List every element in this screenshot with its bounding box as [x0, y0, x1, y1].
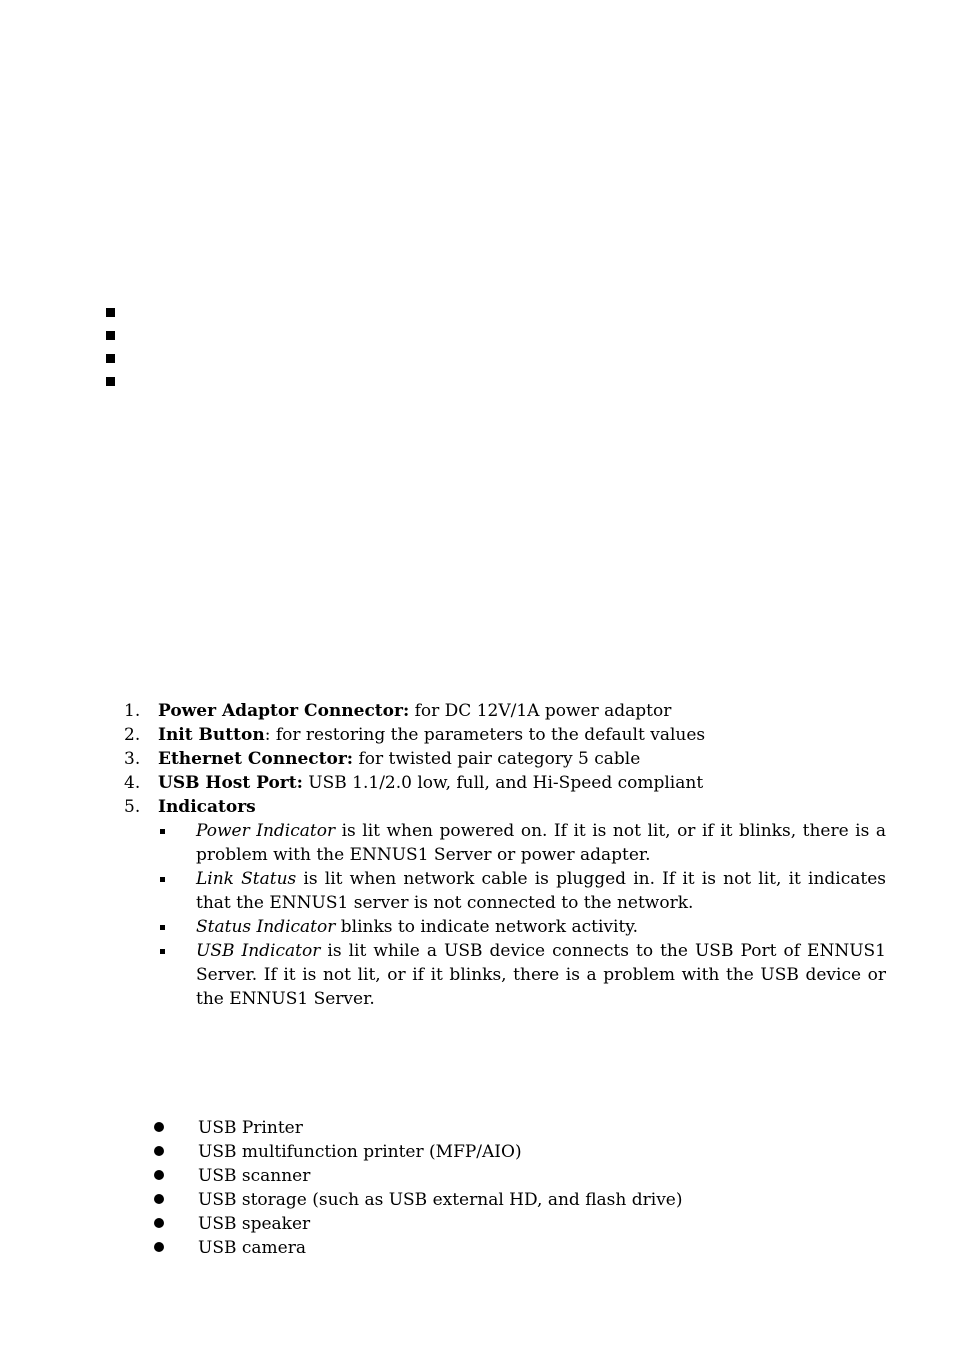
item-description: : for restoring the parameters to the default values	[264, 725, 706, 745]
list-item	[124, 747, 886, 771]
indicator-description: is lit when powered on. If it is not lit, or if it blinks, there is a problem with the ENNUS1 Server or power adapter.	[196, 821, 886, 865]
indicator-description: is lit when network cable is plugged in. If it is not lit, it indicates that the ENNUS1 server is not connected to the network.	[196, 869, 886, 913]
device-label: USB Printer	[198, 1118, 303, 1138]
item-description: for twisted pair category 5 cable	[353, 749, 641, 769]
square-bullet-icon	[106, 354, 115, 363]
list-item	[124, 795, 886, 1011]
device-item	[154, 1164, 854, 1188]
indicator-name: USB Indicator	[196, 941, 321, 961]
item-number: 2.	[124, 725, 141, 745]
item-number: 3.	[124, 749, 141, 769]
device-item	[154, 1140, 854, 1164]
device-item	[154, 1236, 854, 1260]
indicator-item	[158, 915, 886, 939]
round-bullet-icon	[154, 1194, 164, 1204]
list-item	[124, 699, 886, 723]
list-item	[124, 771, 886, 795]
square-bullet-icon	[106, 308, 115, 317]
indicator-item	[158, 867, 886, 915]
item-number: 5.	[124, 797, 141, 817]
device-label: USB storage (such as USB external HD, and flash drive)	[198, 1190, 683, 1210]
small-square-bullet-icon	[160, 925, 165, 930]
square-bullet-column	[106, 308, 126, 400]
item-term: Ethernet Connector:	[158, 749, 354, 769]
small-square-bullet-icon	[160, 877, 165, 882]
indicators-list	[158, 819, 886, 1011]
item-description: USB 1.1/2.0 low, full, and Hi-Speed compliant	[302, 773, 704, 793]
round-bullet-icon	[154, 1170, 164, 1180]
round-bullet-icon	[154, 1218, 164, 1228]
item-term: Indicators	[158, 797, 256, 817]
supported-devices-list	[154, 1116, 854, 1260]
device-item	[154, 1212, 854, 1236]
indicator-item	[158, 819, 886, 867]
indicator-name: Power Indicator	[196, 821, 336, 841]
small-square-bullet-icon	[160, 829, 165, 834]
item-term: USB Host Port:	[158, 773, 303, 793]
indicator-name: Link Status	[196, 869, 297, 889]
device-item	[154, 1116, 854, 1140]
item-number: 4.	[124, 773, 141, 793]
round-bullet-icon	[154, 1242, 164, 1252]
item-description: for DC 12V/1A power adaptor	[409, 701, 672, 721]
item-number: 1.	[124, 701, 141, 721]
small-square-bullet-icon	[160, 949, 165, 954]
indicator-description: blinks to indicate network activity.	[335, 917, 639, 937]
device-label: USB multifunction printer (MFP/AIO)	[198, 1142, 522, 1162]
device-item	[154, 1188, 854, 1212]
square-bullet-icon	[106, 377, 115, 386]
list-item	[124, 723, 886, 747]
square-bullet-icon	[106, 331, 115, 340]
device-label: USB speaker	[198, 1214, 311, 1234]
device-label: USB scanner	[198, 1166, 311, 1186]
item-term: Power Adaptor Connector:	[158, 701, 410, 721]
item-term: Init Button	[158, 725, 265, 745]
indicator-name: Status Indicator	[196, 917, 336, 937]
hardware-components-list	[124, 699, 886, 1011]
round-bullet-icon	[154, 1122, 164, 1132]
round-bullet-icon	[154, 1146, 164, 1156]
indicator-item	[158, 939, 886, 1011]
indicator-description: is lit while a USB device connects to the USB Port of ENNUS1 Server. If it is not lit, or if it blinks, there is a problem with the USB device or the ENNUS1 Server.	[196, 941, 887, 1009]
device-label: USB camera	[198, 1238, 306, 1258]
